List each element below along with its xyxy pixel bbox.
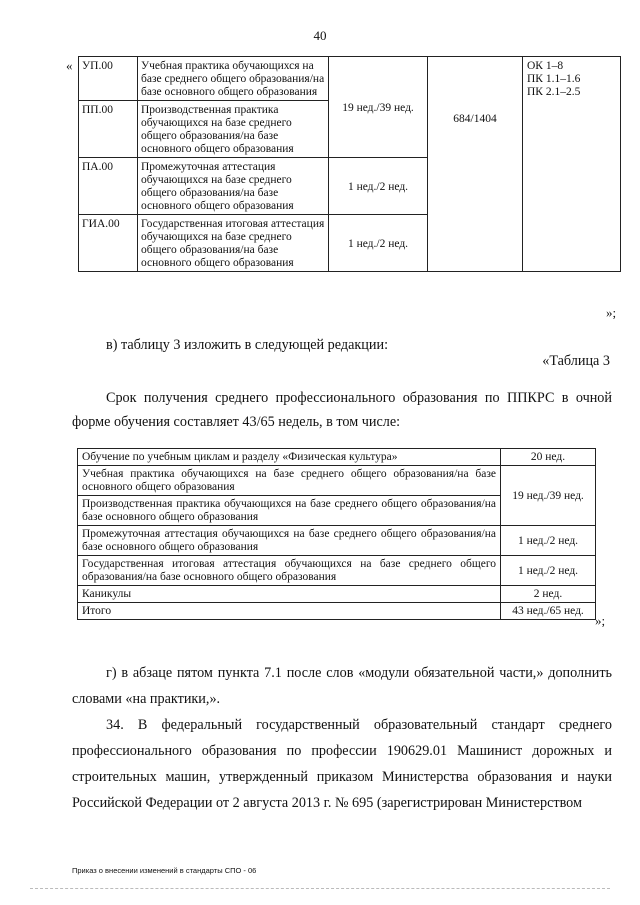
- row-code: УП.00: [79, 57, 138, 101]
- row-description: Каникулы: [78, 586, 501, 603]
- row-code: ГИА.00: [79, 215, 138, 272]
- row-description: Обучение по учебным циклам и разделу «Физическая культура»: [78, 449, 501, 466]
- competence-item: ОК 1–8: [527, 60, 564, 72]
- row-description: Государственная итоговая аттестация обучающихся на базе среднего общего образования/на базе основного общего образования: [138, 215, 329, 272]
- table-row: [78, 526, 596, 556]
- row-description: Производственная практика обучающихся на базе среднего общего образования/на базе основного общего образования: [78, 496, 501, 526]
- row-description: Итого: [78, 603, 501, 620]
- row-value: 2 нед.: [501, 586, 596, 603]
- competences-cell: [523, 57, 621, 272]
- row-value: 1 нед./2 нед.: [501, 526, 596, 556]
- table2-close-quote: »;: [595, 613, 606, 628]
- row-code: ПА.00: [79, 158, 138, 215]
- paragraph-duration: Срок получения среднего профессионального образования по ППКРС в очной форме обучения составляет 43/65 недель, в том числе:: [72, 390, 612, 430]
- table-row: [78, 603, 596, 620]
- duration-table: [77, 448, 596, 620]
- row-description: Промежуточная аттестация обучающихся на базе среднего общего образования/на базе основного общего образования: [138, 158, 329, 215]
- footer-note: Приказ о внесении изменений в стандарты СПО - 06: [72, 866, 257, 875]
- practice-value: 19 нед./39 нед.: [501, 466, 596, 526]
- table1-close-quote: »;: [606, 305, 617, 320]
- row-description: Учебная практика обучающихся на базе среднего общего образования/на базе основного общего образования: [78, 466, 501, 496]
- paragraph-34: 34. В федеральный государственный образовательный стандарт среднего профессионального образования по профессии 190629.01 Машинист дорожных и строительных машин, утвержденный приказом Министерства образования и науки Российской Федерации от 2 августа 2013 г. № 695 (зарегистрирован Министерством: [72, 717, 612, 811]
- table-row: [78, 556, 596, 586]
- practice-hours: 684/1404: [428, 57, 523, 272]
- table-row: [79, 57, 621, 101]
- row-value: 1 нед./2 нед.: [501, 556, 596, 586]
- row-description: Учебная практика обучающихся на базе среднего общего образования/на базе основного общего образования: [138, 57, 329, 101]
- page-number: 40: [313, 28, 327, 43]
- paragraph-v: в) таблицу 3 изложить в следующей редакции:: [106, 337, 389, 353]
- row-duration: 1 нед./2 нед.: [329, 158, 428, 215]
- row-duration: 1 нед./2 нед.: [329, 215, 428, 272]
- table-row: [78, 586, 596, 603]
- paragraph-g: г) в абзаце пятом пункта 7.1 после слов «модули обязательной части,» дополнить словами «на практики,».: [72, 665, 612, 707]
- practice-table: [78, 56, 621, 272]
- table-caption: «Таблица 3: [542, 353, 610, 369]
- row-value: 43 нед./65 нед.: [501, 603, 596, 620]
- row-description: Государственная итоговая аттестация обучающихся на базе среднего общего образования/на базе основного общего образования: [78, 556, 501, 586]
- row-description: Производственная практика обучающихся на базе среднего общего образования/на базе основного общего образования: [138, 101, 329, 158]
- table-row: [78, 466, 596, 496]
- table1-open-quote: «: [66, 58, 73, 73]
- practice-duration: 19 нед./39 нед.: [329, 57, 428, 158]
- competence-item: ПК 1.1–1.6: [527, 73, 581, 85]
- row-code: ПП.00: [79, 101, 138, 158]
- scan-edge-line: [30, 888, 610, 889]
- competence-item: ПК 2.1–2.5: [527, 86, 581, 98]
- row-value: 20 нед.: [501, 449, 596, 466]
- row-description: Промежуточная аттестация обучающихся на базе среднего общего образования/на базе основного общего образования: [78, 526, 501, 556]
- table-row: [78, 449, 596, 466]
